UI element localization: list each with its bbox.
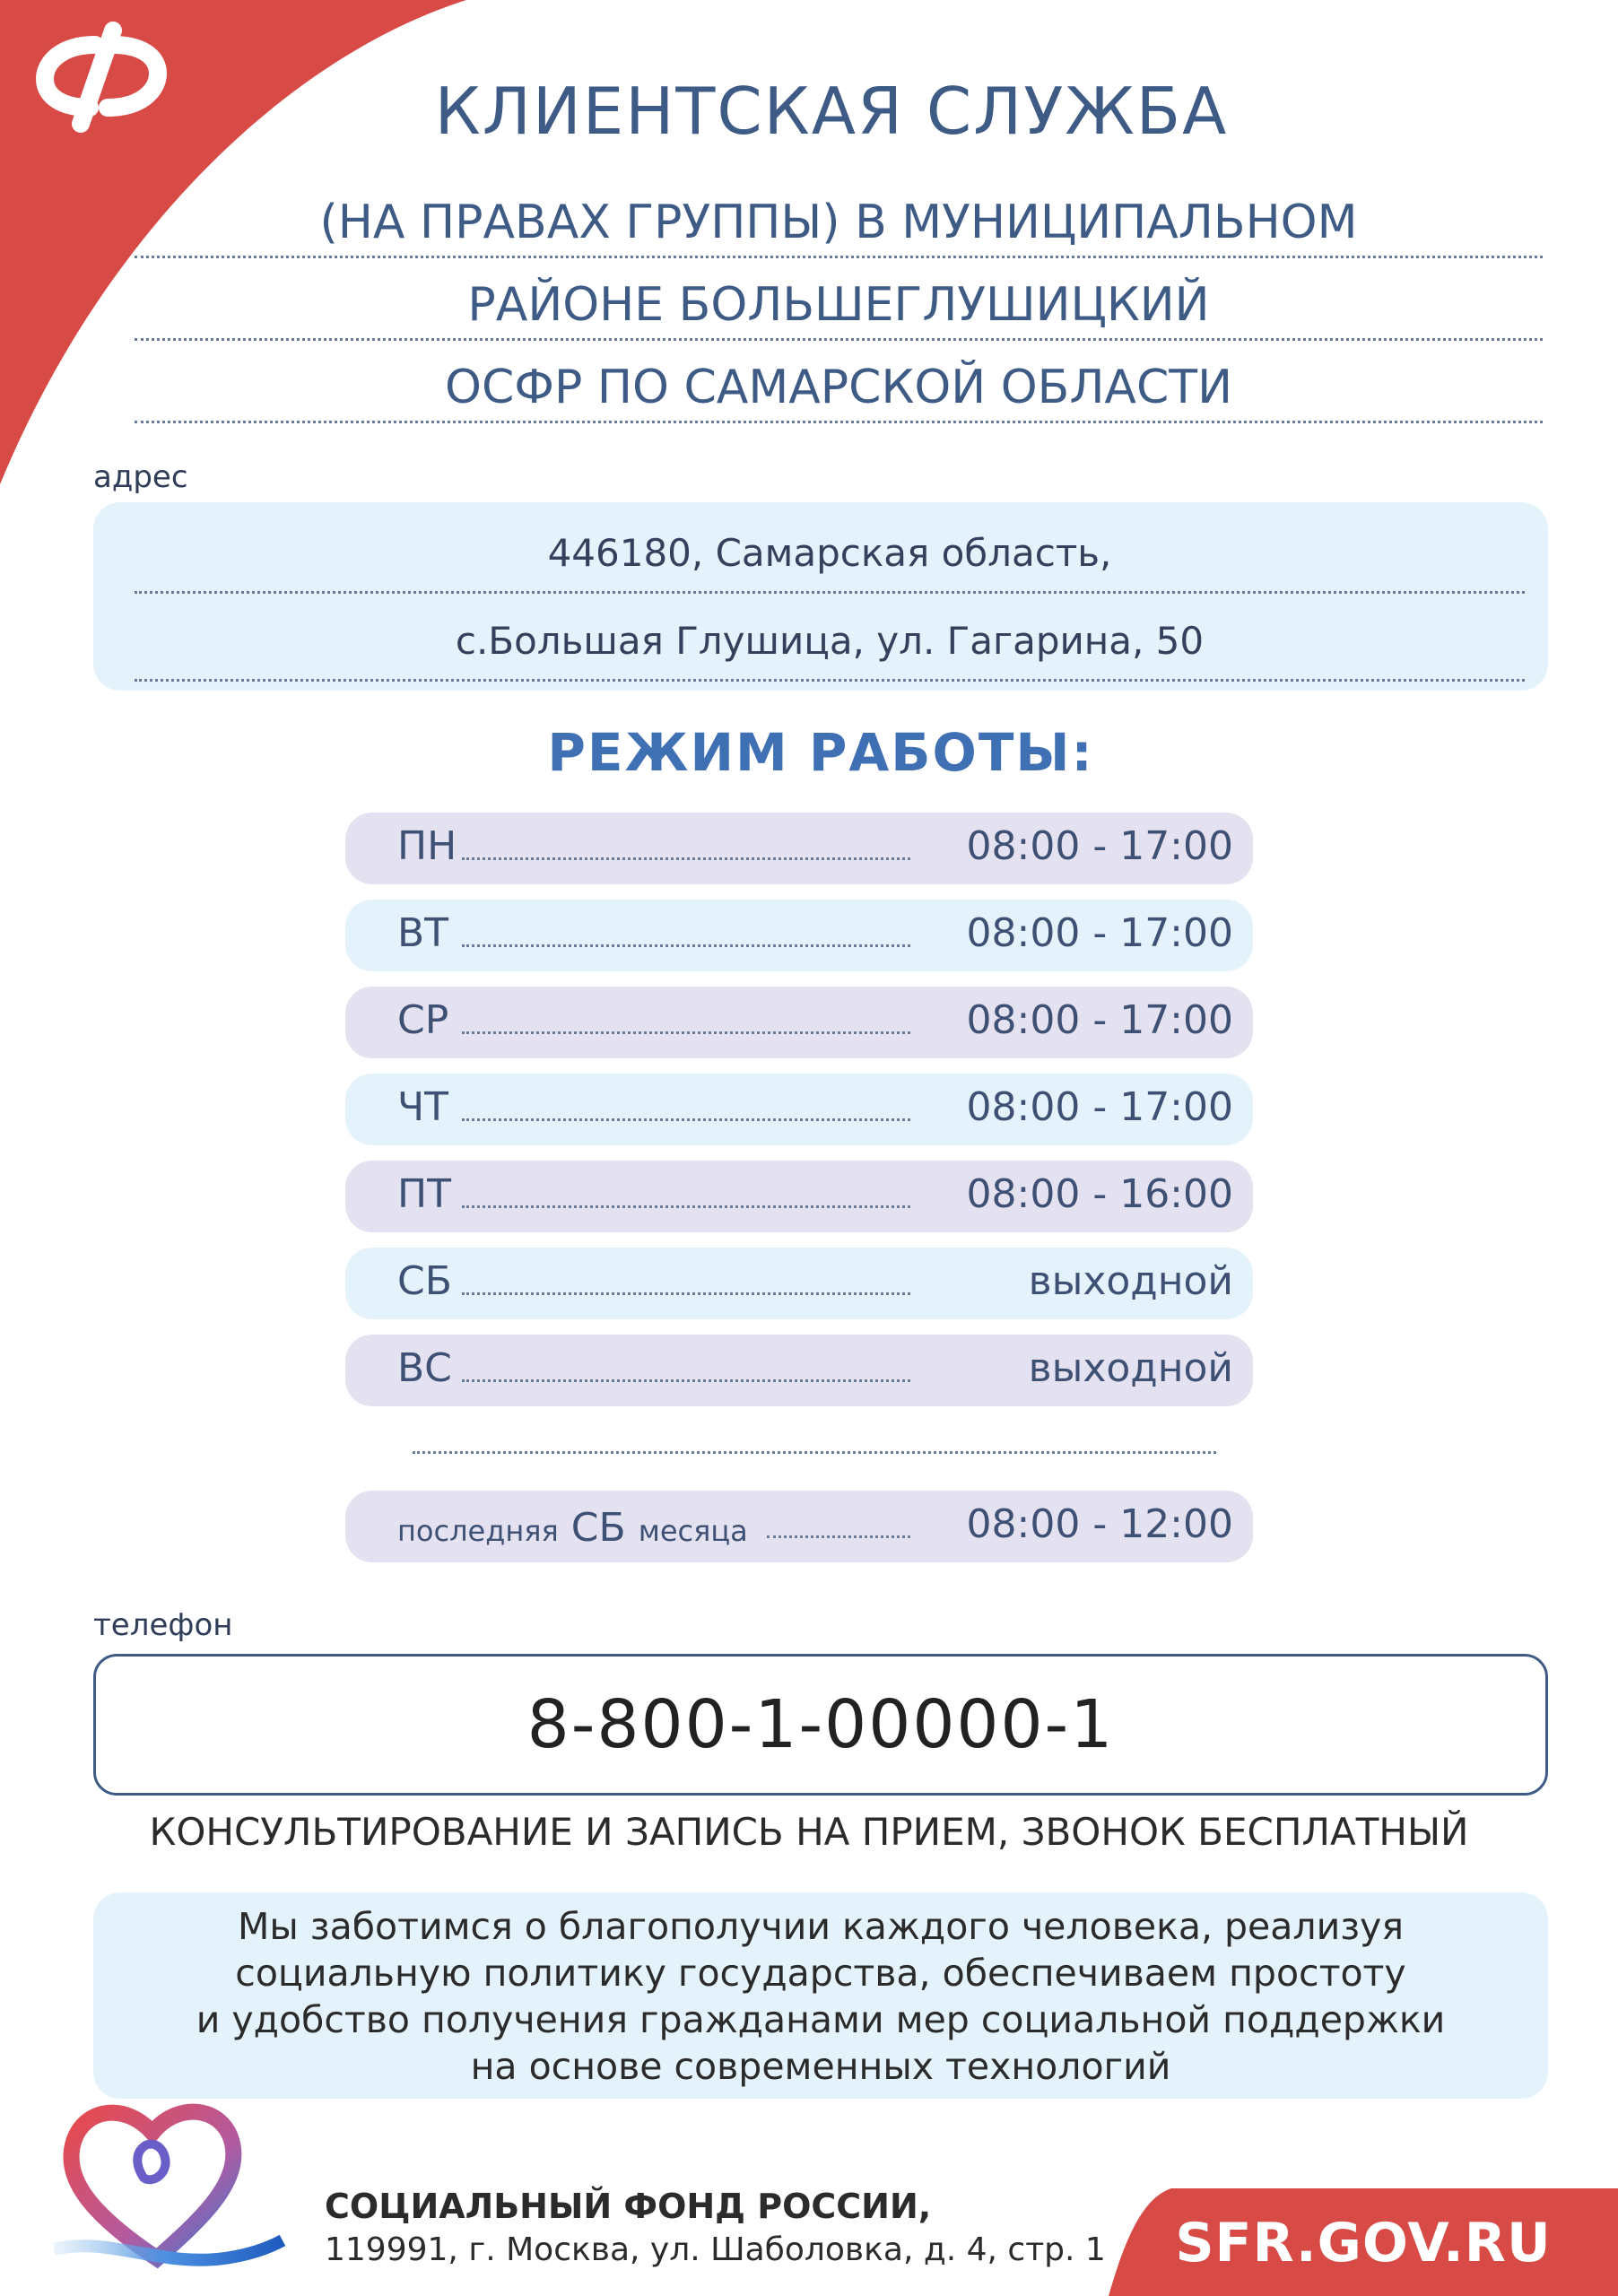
schedule-day: СБ (397, 1258, 452, 1304)
schedule-row-mon (345, 813, 1253, 884)
schedule-time: 08:00 - 17:00 (966, 1084, 1233, 1130)
heart-ribbon-icon (54, 2079, 287, 2285)
schedule-row-wed (345, 987, 1253, 1058)
schedule-day: ПН (397, 823, 457, 869)
org-address: 119991, г. Москва, ул. Шаболовка, д. 4, стр. 1 (325, 2231, 1106, 2268)
schedule-row-thu (345, 1074, 1253, 1145)
schedule-day: ВТ (397, 910, 449, 956)
schedule-row-tue (345, 900, 1253, 971)
schedule-row-last-saturday (345, 1491, 1253, 1562)
schedule-title: РЕЖИМ РАБОТЫ: (547, 722, 1094, 783)
schedule-special-label: последняя СБ месяца (397, 1505, 748, 1551)
page-title: КЛИЕНТСКАЯ СЛУЖБА (434, 74, 1229, 149)
mission-line: Мы заботимся о благополучии каждого человека, реализуя (238, 1905, 1404, 1948)
schedule-time: 08:00 - 16:00 (966, 1171, 1233, 1217)
address-line-2: с.Большая Глушица, ул. Гагарина, 50 (135, 601, 1525, 682)
phone-number[interactable]: 8-800-1-00000-1 (526, 1686, 1115, 1763)
schedule-day: СР (397, 997, 449, 1043)
schedule-time: выходной (1028, 1258, 1233, 1304)
phone-label: телефон (93, 1607, 233, 1643)
phone-note: КОНСУЛЬТИРОВАНИЕ И ЗАПИСЬ НА ПРИЕМ, ЗВОНОК БЕСПЛАТНЫЙ (149, 1810, 1469, 1854)
schedule-day: ВС (397, 1345, 452, 1391)
schedule-row-fri (345, 1161, 1253, 1232)
address-label: адрес (93, 459, 188, 495)
schedule-divider (413, 1451, 1216, 1454)
mission-line: и удобство получения гражданами мер социальной поддержки (196, 1998, 1446, 2041)
address-line-1: 446180, Самарская область, (135, 513, 1525, 594)
schedule-time: 08:00 - 17:00 (966, 823, 1233, 869)
mission-line: социальную политику государства, обеспечиваем простоту (235, 1952, 1406, 1995)
phone-box[interactable] (93, 1654, 1548, 1796)
mission-box (93, 1892, 1548, 2099)
schedule-day: ЧТ (397, 1084, 449, 1130)
org-name: СОЦИАЛЬНЫЙ ФОНД РОССИИ, (325, 2187, 932, 2226)
mission-line: на основе современных технологий (470, 2045, 1171, 2088)
website-link[interactable]: SFR.GOV.RU (1175, 2212, 1552, 2274)
schedule-row-sun (345, 1335, 1253, 1406)
schedule-row-sat (345, 1248, 1253, 1319)
schedule-time: 08:00 - 12:00 (966, 1501, 1233, 1547)
subtitle-line-1: (НА ПРАВАХ ГРУППЫ) В МУНИЦИПАЛЬНОМ (135, 187, 1543, 258)
schedule-time: 08:00 - 17:00 (966, 910, 1233, 956)
schedule-time: выходной (1028, 1345, 1233, 1391)
subtitle-line-3: ОСФР ПО САМАРСКОЙ ОБЛАСТИ (135, 352, 1543, 423)
schedule-time: 08:00 - 17:00 (966, 997, 1233, 1043)
subtitle-line-2: РАЙОНЕ БОЛЬШЕГЛУШИЦКИЙ (135, 269, 1543, 341)
schedule-day: ПТ (397, 1171, 451, 1217)
